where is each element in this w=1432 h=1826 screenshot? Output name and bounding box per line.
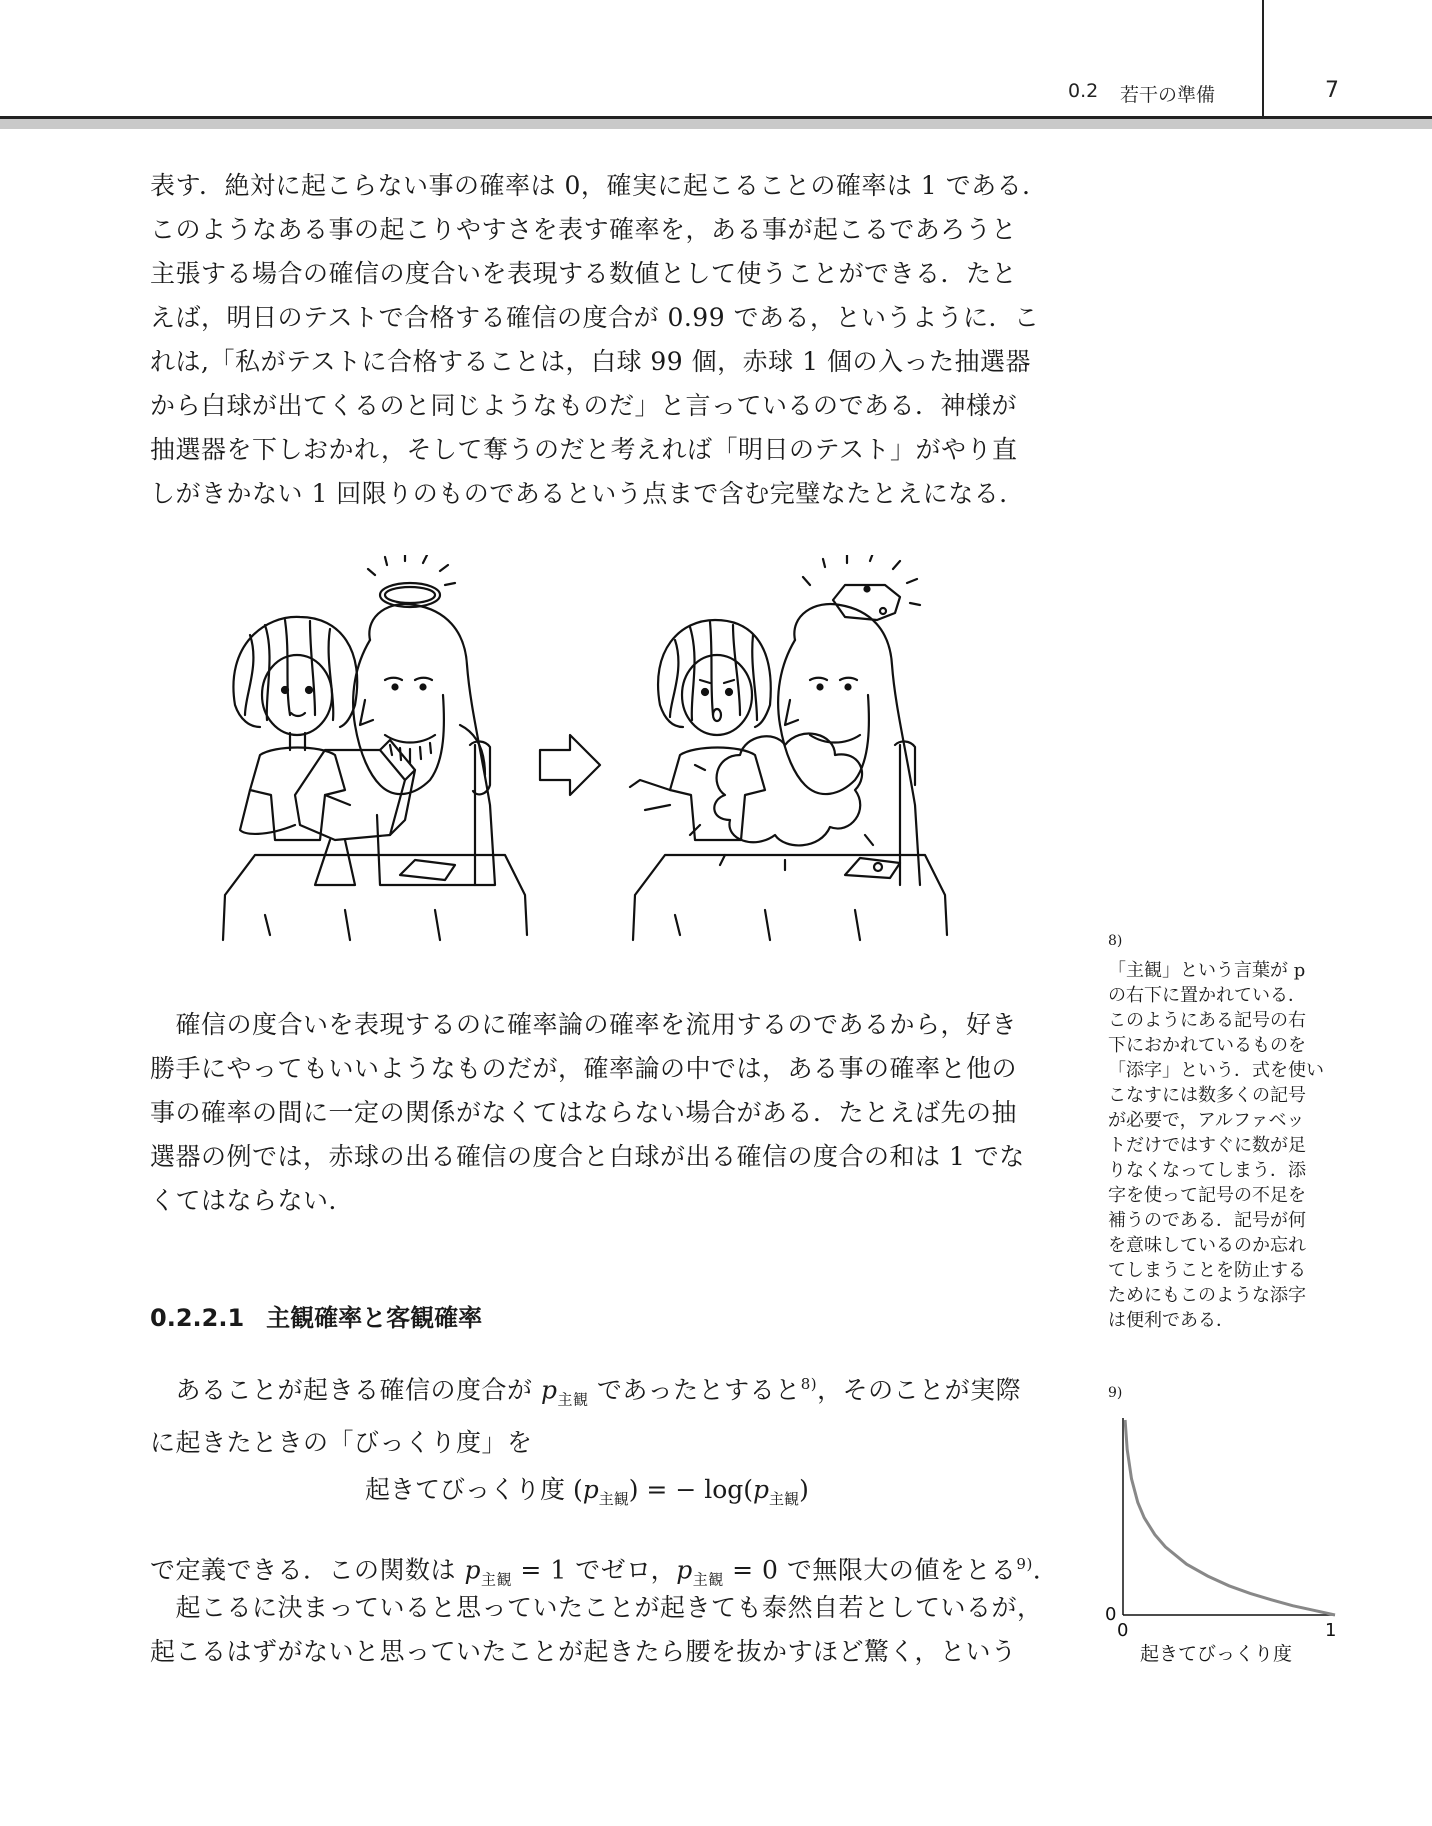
footnote-9-mark: 9) <box>1108 1385 1123 1401</box>
right-paper <box>845 858 900 878</box>
para4-p2: p <box>676 1555 693 1585</box>
ball-on-table <box>874 863 882 871</box>
illustration <box>205 555 995 945</box>
section-number: 0.2 <box>1068 80 1099 102</box>
right-scene-girl <box>630 620 771 840</box>
lottery-machine <box>295 740 415 885</box>
formula-end: ) <box>799 1475 809 1504</box>
left-table <box>223 855 527 940</box>
section-title: 若干の準備 <box>1120 84 1216 106</box>
transition-arrow <box>540 735 600 795</box>
formula-sub2: 主観 <box>769 1490 800 1508</box>
paragraph-3 <box>150 1362 1060 1465</box>
paragraph-2: 確信の度合いを表現するのに確率論の確率を流用するのであるから，好き 勝手にやってもいいようなものだが，確率論の中では，ある事の確率と他の 事の確率の間に一定の関係がなくてはならない場合がある．たとえば先の抽 選器の例では，赤球の出る確信の度合と白球が出る確信の度合の和は 1 でな くてはならない． <box>150 1010 1025 1215</box>
formula-lhs: 起きてびっくり度 ( <box>365 1475 583 1504</box>
para4-text-c: = 0 で無限大の値をとる <box>723 1555 1017 1585</box>
para3-text-b: であったとすると <box>588 1375 801 1405</box>
p-subscript: 主観 <box>557 1390 589 1409</box>
left-scene-girl <box>233 617 357 840</box>
surprise-chart <box>1105 1410 1345 1670</box>
header-band <box>0 119 1432 129</box>
formula-sub: 主観 <box>598 1490 629 1508</box>
x-tick-1: 1 <box>1325 1620 1337 1641</box>
page-number: 7 <box>1325 78 1339 103</box>
para4-sub2: 主観 <box>692 1570 724 1589</box>
para3-text-c: ，そのことが実際 <box>817 1375 1022 1405</box>
para3-text-line2: に起きたときの「びっくり度」を <box>150 1428 533 1458</box>
left-paper <box>400 860 455 880</box>
smoke-cloud <box>690 734 873 870</box>
footnote-8-mark: 8) <box>1108 933 1123 949</box>
footnote-ref-8[interactable]: 8) <box>800 1375 818 1393</box>
subsection-number: 0.2.2.1 <box>150 1304 245 1332</box>
surprise-curve <box>1125 1420 1335 1615</box>
surprise-formula <box>365 1470 809 1509</box>
y-tick-0: 0 <box>1105 1604 1117 1625</box>
para4-p1: p <box>464 1555 481 1585</box>
right-scene-god <box>778 555 920 885</box>
paragraph-5: 起こるに決まっていると思っていたことが起きても泰然自若としているが， 起こるはずがないと思っていたことが起きたら腰を抜かすほど驚く，という <box>150 1593 1043 1666</box>
paragraph-1: 表す．絶対に起こらない事の確率は 0，確実に起こることの確率は 1 である． このようなある事の起こりやすさを表す確率を，ある事が起こるであろうと 主張する場合の確信の度合いを表現する数値として使うことができる．たと えば，明日のテストで合格する確信の度合が 0.99 である，というように．こ れは,「私がテストに合格することは，白球 99 個，赤球 1 個の入った抽選器 から白球が出てくるのと同じようなものだ」と言っているのである．神様が 抽選器を下しおかれ，そして奪うのだと考えれば「明日のテスト」がやり直 しがきかない 1 回限りのものであるという点まで含む完璧なたとえになる． <box>150 171 1048 508</box>
para4-text-b: = 1 でゼロ， <box>511 1555 677 1585</box>
para4-text-a: で定義できる．この関数は <box>150 1555 465 1585</box>
header-divider <box>1262 0 1264 119</box>
formula-mid: ) = − log( <box>628 1475 754 1504</box>
subsection-heading <box>150 1298 504 1333</box>
footnote-ref-9[interactable]: 9) <box>1016 1555 1033 1573</box>
formula-p2: p <box>753 1475 770 1504</box>
p-symbol: p <box>540 1375 558 1405</box>
subsection-title: 主観確率と客観確率 <box>266 1304 483 1332</box>
para4-text-d: ． <box>1032 1555 1059 1585</box>
x-axis-label: 起きてびっくり度 <box>1140 1643 1293 1665</box>
para4-sub1: 主観 <box>480 1570 512 1589</box>
footnote-8-text: 「主観」という言葉が p の右下に置かれている． このようにある記号の右 下におかれているものを 「添字」という．式を使い こなすには数多くの記号 が必要で，アルファベッ トだけではすぐに数が足 りなくなってしまう．添 字を使って記号の不足を 補うのである．記号が何 を意味しているのか忘れ てしまうことを防止する ためにもこのような添字 は便利である． <box>1108 960 1324 1331</box>
x-tick-0: 0 <box>1117 1620 1129 1641</box>
formula-p: p <box>582 1475 599 1504</box>
para3-text-a: あることが起きる確信の度合が <box>150 1375 541 1405</box>
